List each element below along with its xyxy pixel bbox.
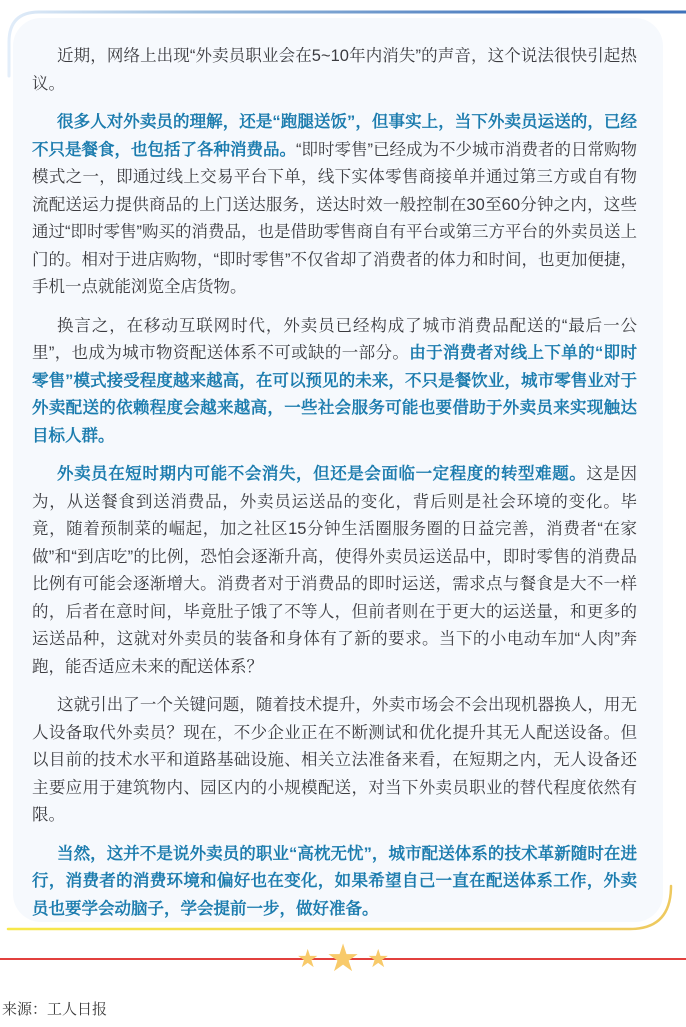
star-divider	[0, 938, 686, 980]
article-body	[13, 18, 663, 923]
paragraph-segment-normal: 这就引出了一个关键问题，随着技术提升，外卖市场会不会出现机器换人，用无人设备取代外卖员？现在，不少企业正在不断测试和优化提升其无人配送设备。但以目前的技术水平和道路基础设施、相关立法准备来看，在短期之内，无人设备还主要应用于建筑物内、园区内的小规模配送，对当下外卖员职业的替代程度依然有限。	[32, 696, 637, 824]
paragraph	[32, 692, 637, 830]
paragraph	[32, 109, 637, 302]
paragraph-segment-bold: 由于消费者对线上下单的“即时零售”模式接受程度越来越高，在可以预见的未来，不只是餐饮业，城市零售业对于外卖配送的依赖程度会越来越高，一些社会服务可能也要借助于外卖员来实现触达目标人群。	[32, 344, 637, 445]
paragraph-segment-bold: 当然，这并不是说外卖员的职业“高枕无忧”，城市配送体系的技术革新随时在进行，消费者的消费环境和偏好也在变化，如果希望自己一直在配送体系工作，外卖员也要学会动脑子，学会提前一步，做好准备。	[32, 844, 637, 918]
paragraph	[32, 461, 637, 681]
star-icon: ★	[367, 944, 390, 973]
paragraph	[32, 43, 637, 98]
paragraph-segment-bold: 外卖员在短时期内可能不会消失，但还是会面临一定程度的转型难题。	[57, 465, 587, 483]
paragraph-segment-normal: 换言之，在移动互联网时代，外卖员已经构成了城市消费品配送的“最后一公里”，也成为城市物资配送体系不可或缺的一部分。	[32, 316, 637, 362]
paragraph-segment-normal: 近期，网络上出现“外卖员职业会在5~10年内消失”的声音，这个说法很快引起热议。	[32, 47, 637, 93]
star-icon: ★	[296, 944, 319, 973]
paragraph-segment-bold: 很多人对外卖员的理解，还是“跑腿送饭”，但事实上，当下外卖员运送的，已经不只是餐食，也包括了各种消费品。	[32, 113, 637, 159]
paragraph-segment-normal: 这是因为，从送餐食到送消费品，外卖员运送品的变化，背后则是社会环境的变化。毕竟，随着预制菜的崛起，加之社区15分钟生活圈服务圈的日益完善，消费者“在家做”和“到店吃”的比例，恐怕会逐渐升高，使得外卖员运送品中，即时零售的消费品比例有可能会逐渐增大。消费者对于消费品的即时运送，需求点与餐食是大不一样的，后者在意时间，毕竟肚子饿了不等人，但前者则在于更大的运送量，和更多的运送品种，这就对外卖员的装备和身体有了新的要求。当下的小电动车加“人肉”奔跑，能否适应未来的配送体系？	[32, 465, 638, 676]
article-card	[13, 18, 663, 922]
paragraph	[32, 841, 637, 924]
star-icon: ★	[325, 938, 361, 980]
paragraph-segment-normal: “即时零售”已经成为不少城市消费者的日常购物模式之一，即通过线上交易平台下单，线下实体零售商接单并通过第三方或自有物流配送运力提供商品的上门送达服务，送达时效一般控制在30至60分钟之内，这些通过“即时零售”购买的消费品，也是借助零售商自有平台或第三方平台的外卖员送上门的。相对于进店购物，“即时零售”不仅省却了消费者的体力和时间，也更加便捷，手机一点就能浏览全店货物。	[32, 140, 637, 296]
source-label: 来源：工人日报	[2, 1001, 108, 1018]
paragraph	[32, 313, 637, 451]
